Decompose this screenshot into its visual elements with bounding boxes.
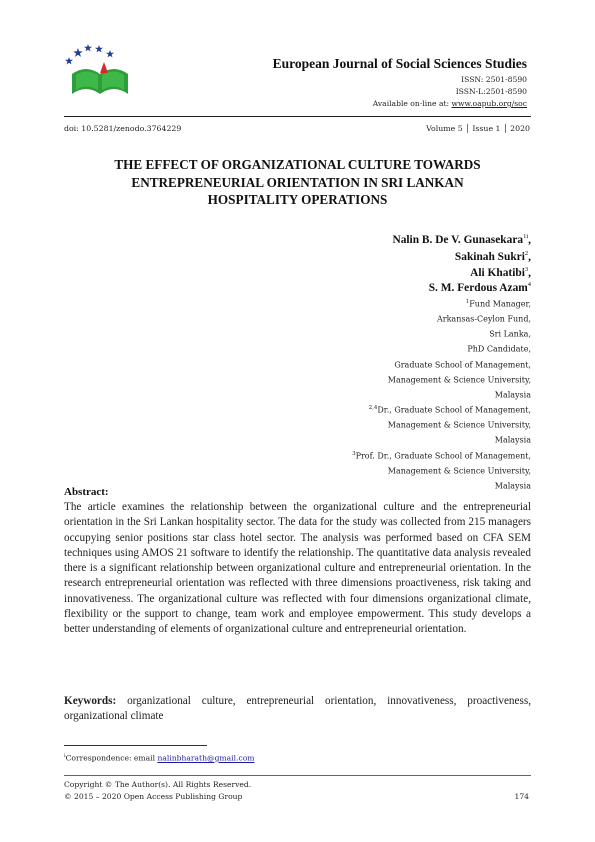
author-name: S. M. Ferdous Azam xyxy=(428,281,528,294)
author-separator: , xyxy=(528,250,531,263)
author-sup: 2 xyxy=(524,250,529,257)
author-3 xyxy=(470,266,531,279)
journal-title: European Journal of Social Sciences Studies xyxy=(272,56,527,71)
affiliation-line xyxy=(352,341,531,356)
author-sup: 4 xyxy=(527,281,531,288)
footnote-divider xyxy=(64,745,207,746)
publisher: © 2015 – 2020 Open Access Publishing Group xyxy=(64,792,243,801)
affiliation-text: Management & Science University, xyxy=(387,375,531,385)
abstract-heading: Abstract: xyxy=(64,486,109,498)
author-sup: 3 xyxy=(524,266,529,273)
affiliation-line xyxy=(352,402,531,417)
issn-online: ISSN-L:2501-8590 xyxy=(455,87,527,96)
affiliation-text: Arkansas-Ceylon Fund, xyxy=(436,314,531,324)
footnote-sup: i xyxy=(64,753,66,759)
affiliation-line xyxy=(352,432,531,447)
author-separator: , xyxy=(528,266,531,279)
volume-issue-year: Volume 5 │ Issue 1 │ 2020 xyxy=(426,124,530,133)
affiliation-line xyxy=(352,311,531,326)
affiliation-line xyxy=(352,478,531,493)
footer-divider xyxy=(64,775,531,776)
book-stars-logo-icon xyxy=(64,44,140,96)
author-name: Ali Khatibi xyxy=(470,266,525,279)
affiliation-line xyxy=(352,448,531,463)
affiliation-text: Malaysia xyxy=(494,436,531,446)
keywords xyxy=(64,694,531,725)
affiliation-text: Management & Science University, xyxy=(387,420,531,430)
author-sup: 1i xyxy=(523,233,529,240)
affiliation-text: Malaysia xyxy=(494,390,531,400)
affiliation-sup: 1 xyxy=(465,299,470,305)
journal-url-link[interactable]: www.oapub.org/soc xyxy=(451,99,527,108)
correspondence-footnote xyxy=(64,753,254,763)
title-line: HOSPITALITY OPERATIONS xyxy=(207,192,388,208)
affiliation-text: Malaysia xyxy=(494,481,531,491)
title-line: THE EFFECT OF ORGANIZATIONAL CULTURE TOWARDS xyxy=(114,157,481,172)
affiliation-line xyxy=(352,357,531,372)
affiliations xyxy=(352,296,531,493)
affiliation-text: Prof. Dr., Graduate School of Management, xyxy=(355,451,531,461)
doi: doi: 10.5281/zenodo.3764229 xyxy=(64,124,182,133)
header-divider xyxy=(64,116,531,117)
affiliation-line xyxy=(352,372,531,387)
keywords-text: organizational culture, entrepreneurial orientation, innovativeness, proactiveness, organizational climate xyxy=(64,695,531,723)
affiliation-text: PhD Candidate, xyxy=(467,345,531,355)
affiliation-line xyxy=(352,296,531,311)
affiliation-line xyxy=(352,326,531,341)
affiliation-line xyxy=(352,387,531,402)
affiliation-text: Management & Science University, xyxy=(387,466,531,476)
author-2 xyxy=(455,250,531,263)
page-number: 174 xyxy=(514,792,529,801)
author-separator: , xyxy=(528,233,531,246)
keywords-label: Keywords: xyxy=(64,695,117,707)
affiliation-text: Sri Lanka, xyxy=(489,329,531,339)
paper-title xyxy=(70,156,525,209)
affiliation-text: Fund Manager, xyxy=(469,299,531,309)
abstract-text: The article examines the relationship between the organizational culture and the entrepreneurial orientation in the Sri Lankan hospitality sector. The data for the study was collected from 215 managers occupying senior positions star class hotel sector. The analysis was performed based on CFA SEM techniques using AMOS 21 software to identify the relationship. The quantitative data analysis revealed there is a significant relationship between organizational culture and entrepreneurial orientation. In the research entrepreneurial orientation was reflected with three dimensions proactiveness, risk taking and innovativeness. The organizational culture was reflected with four dimensions organizational climate, flexibility or the support to change, team work and employee empowerment. This study develops a better understanding of elements of organizational culture and entrepreneurial orientation. xyxy=(64,501,531,636)
footnote-prefix: Correspondence: email xyxy=(65,753,158,763)
copyright: Copyright © The Author(s). All Rights Reserved. xyxy=(64,780,252,789)
author-name: Nalin B. De V. Gunasekara xyxy=(392,233,524,246)
affiliation-text: Graduate School of Management, xyxy=(394,360,531,370)
title-line: ENTREPRENEURIAL ORIENTATION IN SRI LANKAN xyxy=(131,174,464,190)
correspondence-email-link[interactable]: nalinbharath@gmail.com xyxy=(157,753,255,763)
affiliation-sup: 3 xyxy=(352,450,356,457)
online-prefix: Available on-line at: xyxy=(372,99,452,108)
author-4 xyxy=(429,281,531,294)
affiliation-text: Dr., Graduate School of Management, xyxy=(377,405,531,415)
affiliation-sup: 2,4 xyxy=(368,405,378,412)
author-1 xyxy=(392,233,531,246)
issn-print: ISSN: 2501-8590 xyxy=(461,75,527,84)
online-availability xyxy=(373,99,527,108)
affiliation-line xyxy=(352,417,531,432)
affiliation-line xyxy=(352,463,531,478)
author-name: Sakinah Sukri xyxy=(454,250,525,263)
